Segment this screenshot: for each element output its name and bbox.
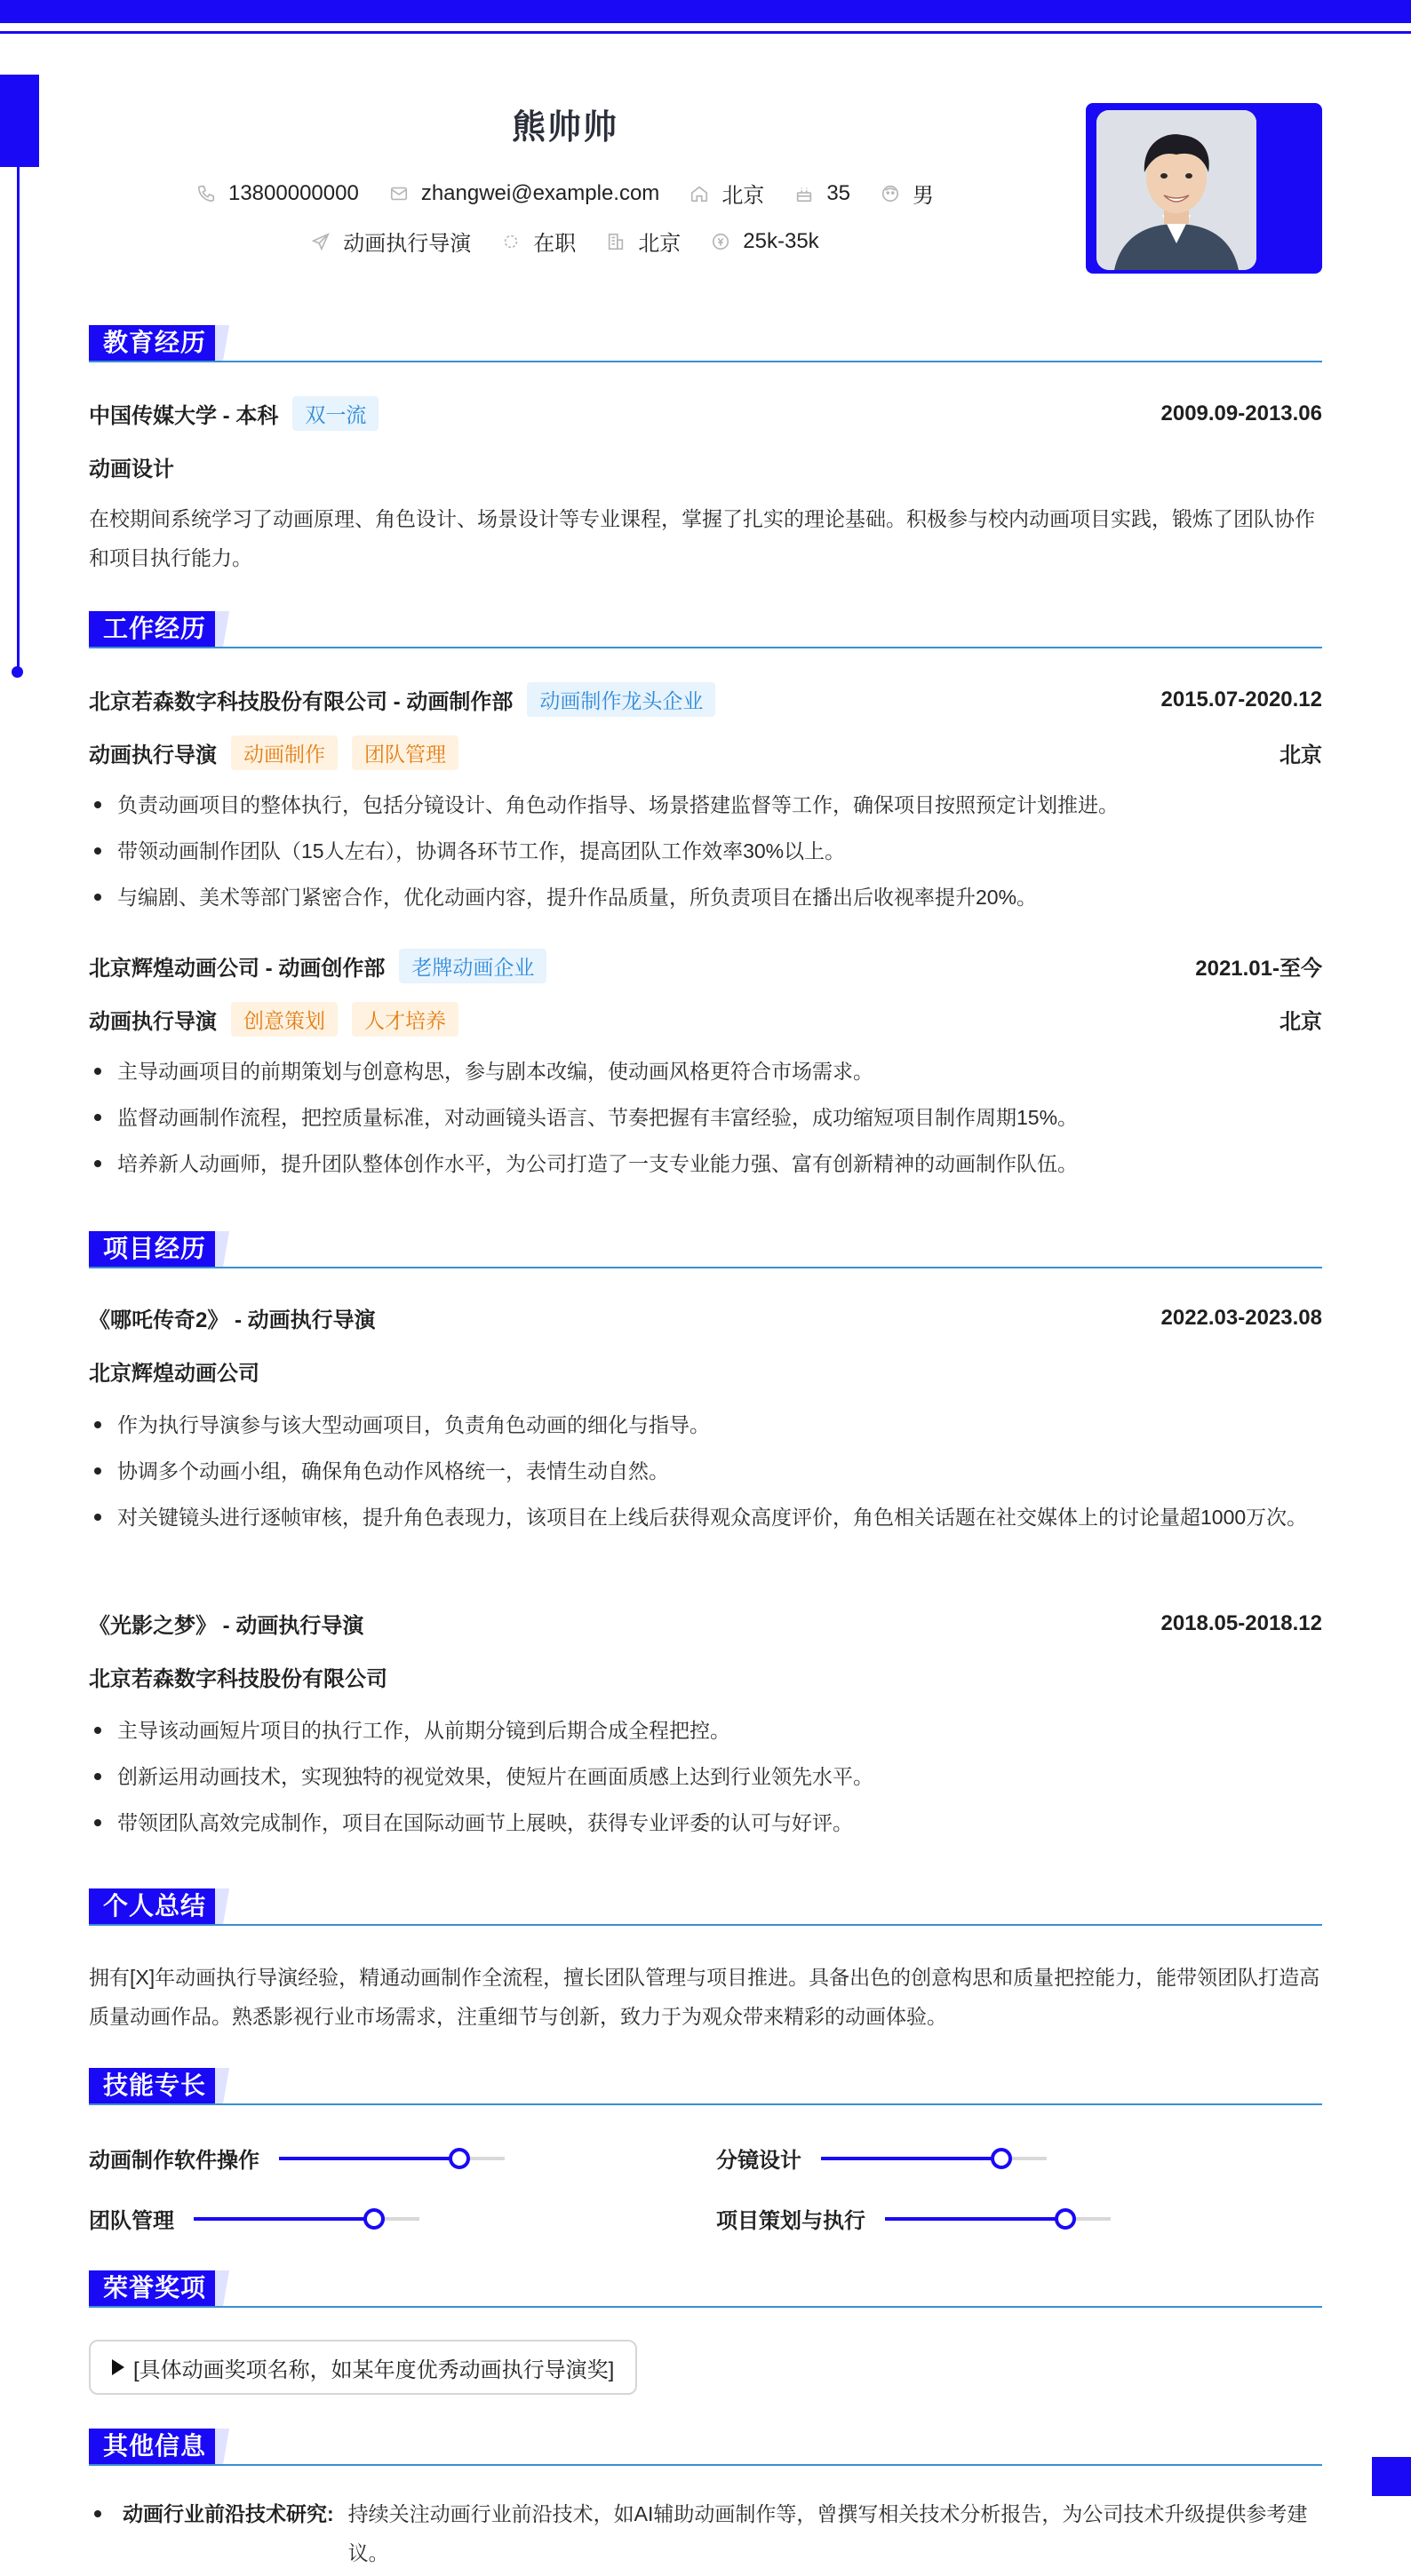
- work-period: 2015.07-2020.12: [1160, 687, 1322, 712]
- work-role-row: [89, 735, 1322, 770]
- skill-bar-knob: [363, 2208, 385, 2230]
- skill-bar: [279, 2157, 505, 2160]
- section-rule: [89, 2464, 1322, 2466]
- list-item: 与编剧、美术等部门紧密合作，优化动画内容，提升作品质量，所负责项目在播出后收视率提升20%。: [89, 878, 1322, 917]
- age-item: [794, 181, 850, 206]
- list-item: 带领动画制作团队（15人左右），协调各环节工作，提高团队工作效率30%以上。: [89, 831, 1322, 871]
- education-description: 在校期间系统学习了动画原理、角色设计、场景设计等专业课程，掌握了扎实的理论基础。积极参与校内动画项目实践，锻炼了团队协作和项目执行能力。: [89, 507, 1315, 569]
- section-tag-tail: [215, 2270, 235, 2306]
- company-name: 北京辉煌动画公司 - 动画创作部: [89, 957, 386, 981]
- project-header: [89, 1302, 1322, 1333]
- section-tag-tail: [215, 2068, 235, 2103]
- project-company-row: [89, 1661, 1322, 1692]
- phone-item: [196, 181, 359, 206]
- section-title: 荣誉奖项: [89, 2270, 222, 2306]
- skill-item: [716, 2203, 1111, 2234]
- section-title: 项目经历: [89, 1231, 222, 1267]
- skill-name: 团队管理: [89, 2209, 174, 2233]
- skill-bar-fill: [194, 2217, 374, 2221]
- contact-row: [0, 178, 1130, 209]
- section-rule: [89, 1267, 1322, 1268]
- skill-bar-knob: [449, 2148, 470, 2169]
- salary-item: [711, 229, 818, 254]
- right-accent-block: [1372, 2457, 1411, 2496]
- age-text: 35: [826, 180, 851, 205]
- section-title: 教育经历: [89, 325, 222, 361]
- skill-item: [89, 2143, 505, 2174]
- section-rule: [89, 2306, 1322, 2308]
- work-header: [89, 949, 1322, 983]
- building-icon: [606, 232, 626, 251]
- status-item: [501, 226, 576, 257]
- skill-bar: [885, 2217, 1111, 2221]
- list-item: 协调多个动画小组，确保角色动作风格统一，表情生动自然。: [89, 1451, 1322, 1491]
- city-text: 北京: [638, 232, 682, 256]
- mail-icon: [389, 184, 409, 203]
- work-bullets: [89, 785, 1322, 924]
- education-major: 动画设计: [89, 457, 174, 481]
- other-item: [89, 2494, 1322, 2572]
- send-icon: [311, 232, 331, 251]
- section-title: 技能专长: [89, 2068, 222, 2103]
- section-title: 工作经历: [89, 611, 222, 647]
- project-bullets: [89, 1405, 1322, 1544]
- status-text: 在职: [533, 232, 577, 256]
- skill-bar-fill: [279, 2157, 459, 2160]
- project-company: 北京若森数字科技股份有限公司: [89, 1667, 387, 1691]
- skill-name: 分镜设计: [716, 2149, 801, 2173]
- list-item: 对关键镜头进行逐帧审核，提升角色表现力，该项目在上线后获得观众高度评价，角色相关话题在社交媒体上的讨论量超1000万次。: [89, 1498, 1322, 1537]
- role-tag: 动画制作: [231, 735, 338, 770]
- other-text: 持续关注动画行业前沿技术，如AI辅助动画制作等，曾撰写相关技术分析报告，为公司技术升级提供参考建议。: [347, 2502, 1308, 2564]
- skill-bar-fill: [885, 2217, 1065, 2221]
- position-item: [311, 226, 471, 257]
- project-company-row: [89, 1356, 1322, 1387]
- phone-text: 13800000000: [227, 180, 359, 205]
- project-title: 《哪吒传奇2》 - 动画执行导演: [89, 1308, 376, 1332]
- role-tag: 团队管理: [352, 735, 458, 770]
- work-location: 北京: [1279, 1010, 1322, 1034]
- company-tag: 老牌动画企业: [399, 949, 546, 983]
- resume-name: 熊帅帅: [511, 109, 618, 147]
- gender-text: 男: [913, 184, 935, 208]
- list-item: 负责动画项目的整体执行，包括分镜设计、角色动作指导、场景搭建监督等工作，确保项目按照预定计划推进。: [89, 785, 1322, 824]
- section-projects: [89, 1231, 1322, 1270]
- section-summary: [89, 1888, 1322, 1928]
- triangle-right-icon: [112, 2359, 124, 2375]
- work-role: 动画执行导演: [89, 743, 217, 767]
- skill-bar-knob: [991, 2148, 1012, 2169]
- summary-text: 拥有[X]年动画执行导演经验，精通动画制作全流程，擅长团队管理与项目推进。具备出色的创意构思和质量把控能力，能带领团队打造高质量动画作品。熟悉影视行业市场需求，注重细节与创新，致力于为观众带来精彩的动画体验。: [89, 1966, 1320, 2028]
- section-tag-tail: [215, 611, 235, 647]
- job-row: [0, 226, 1130, 257]
- role-tag: 人才培养: [352, 1002, 458, 1037]
- list-item: 创新运用动画技术，实现独特的视觉效果，使短片在画面质感上达到行业领先水平。: [89, 1757, 1322, 1796]
- education-period: 2009.09-2013.06: [1160, 401, 1322, 425]
- other-label: 动画行业前沿技术研究:: [123, 2502, 334, 2525]
- section-rule: [89, 1924, 1322, 1926]
- education-major-row: [89, 451, 1322, 482]
- salary-icon: [711, 232, 730, 251]
- phone-icon: [196, 184, 216, 203]
- section-tag-tail: [215, 1231, 235, 1267]
- email-text: zhangwei@example.com: [420, 180, 660, 205]
- section-education: [89, 325, 1322, 364]
- company-name: 北京若森数字科技股份有限公司 - 动画制作部: [89, 690, 514, 714]
- section-rule: [89, 361, 1322, 362]
- city-item: [606, 226, 681, 257]
- section-title: 其他信息: [89, 2429, 222, 2464]
- list-item: 带领团队高效完成制作，项目在国际动画节上展映，获得专业评委的认可与好评。: [89, 1803, 1322, 1842]
- project-bullets: [89, 1711, 1322, 1849]
- school-name: 中国传媒大学 - 本科: [89, 404, 279, 428]
- top-accent-line: [0, 31, 1411, 34]
- education-header: [89, 396, 1322, 431]
- location-text: 北京: [721, 184, 765, 208]
- section-honors: [89, 2270, 1322, 2310]
- project-period: 2018.05-2018.12: [1160, 1610, 1322, 1635]
- bullet-dot: [94, 2510, 101, 2517]
- school-tag: 双一流: [292, 396, 379, 431]
- list-item: 监督动画制作流程，把控质量标准，对动画镜头语言、节奏把握有丰富经验，成功缩短项目制作周期15%。: [89, 1098, 1322, 1137]
- project-header: [89, 1608, 1322, 1639]
- status-icon: [501, 232, 521, 251]
- work-location: 北京: [1279, 743, 1322, 767]
- list-item: 作为执行导演参与该大型动画项目，负责角色动画的细化与指导。: [89, 1405, 1322, 1444]
- home-icon: [690, 184, 709, 203]
- skill-bar: [821, 2157, 1047, 2160]
- section-other: [89, 2429, 1322, 2468]
- honor-toggle[interactable]: [89, 2340, 637, 2395]
- section-rule: [89, 2103, 1322, 2105]
- section-rule: [89, 647, 1322, 648]
- work-header: [89, 682, 1322, 717]
- gender-item: [881, 178, 934, 209]
- skill-bar: [194, 2217, 419, 2221]
- skill-item: [716, 2143, 1047, 2174]
- left-accent-dot: [12, 666, 23, 678]
- skill-item: [89, 2203, 419, 2234]
- skill-bar-knob: [1055, 2208, 1076, 2230]
- project-period: 2022.03-2023.08: [1160, 1305, 1322, 1330]
- skill-name: 项目策划与执行: [716, 2209, 865, 2233]
- location-item: [690, 178, 764, 209]
- top-accent-bar: [0, 0, 1411, 23]
- salary-text: 25k-35k: [743, 228, 819, 253]
- work-bullets: [89, 1052, 1322, 1190]
- section-tag-tail: [215, 1888, 235, 1924]
- work-period: 2021.01-至今: [1195, 957, 1322, 981]
- section-tag-tail: [215, 325, 235, 361]
- section-title: 个人总结: [89, 1888, 222, 1924]
- skill-bar-fill: [821, 2157, 1001, 2160]
- section-work: [89, 611, 1322, 650]
- section-tag-tail: [215, 2429, 235, 2464]
- project-title: 《光影之梦》 - 动画执行导演: [89, 1614, 364, 1638]
- email-item: [389, 181, 660, 206]
- age-icon: [794, 184, 814, 203]
- list-item: 培养新人动画师，提升团队整体创作水平，为公司打造了一支专业能力强、富有创新精神的动画制作队伍。: [89, 1144, 1322, 1183]
- company-tag: 动画制作龙头企业: [527, 682, 715, 717]
- work-role-row: [89, 1002, 1322, 1037]
- section-skills: [89, 2068, 1322, 2107]
- list-item: 主导动画项目的前期策划与创意构思，参与剧本改编，使动画风格更符合市场需求。: [89, 1052, 1322, 1091]
- position-text: 动画执行导演: [343, 232, 472, 256]
- role-tag: 创意策划: [231, 1002, 338, 1037]
- project-company: 北京辉煌动画公司: [89, 1362, 259, 1386]
- profile-photo: [1096, 110, 1256, 270]
- skill-name: 动画制作软件操作: [89, 2149, 259, 2173]
- work-role: 动画执行导演: [89, 1010, 217, 1034]
- list-item: 主导该动画短片项目的执行工作，从前期分镜到后期合成全程把控。: [89, 1711, 1322, 1750]
- gender-icon: [881, 184, 900, 203]
- honor-text: [具体动画奖项名称，如某年度优秀动画执行导演奖]: [133, 2357, 615, 2382]
